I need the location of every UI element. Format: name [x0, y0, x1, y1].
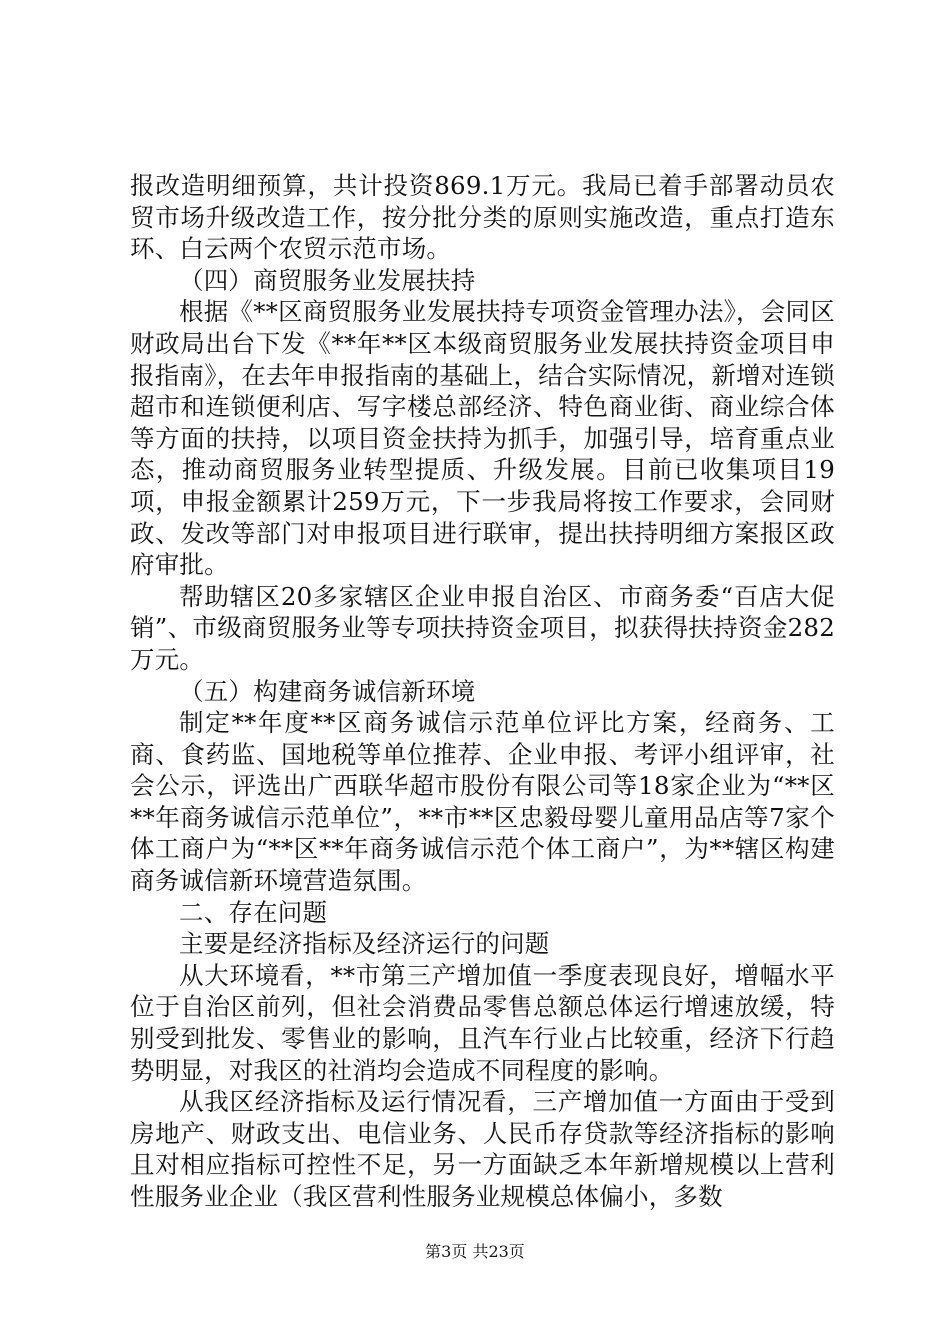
section-heading-5: （五）构建商务诚信新环境	[179, 676, 476, 706]
paragraph-help-enterprises: 帮助辖区20多家辖区企业申报自治区、市商务委“百店大促销”、市级商贸服务业等专项扶持资金项目，拟获得扶持资金282万元。	[130, 581, 835, 674]
section-heading-4: （四）商贸服务业发展扶持	[179, 265, 476, 295]
document-body	[130, 170, 835, 1213]
paragraph-integrity: 制定**年度**区商务诚信示范单位评比方案，经商务、工商、食药监、国地税等单位推荐、企业申报、考评小组评审，社会公示，评选出广西联华超市股份有限公司等18家企业为“**区**年商务诚信示范单位”，**市**区忠毅母婴儿童用品店等7家个体工商户为“**区**年商务诚信示范个体工商户”，为**辖区构建商务诚信新环境营造氛围。	[130, 708, 835, 896]
section-heading-problems: 二、存在问题	[179, 897, 328, 927]
page-number-footer: 第3页 共23页	[425, 1242, 525, 1261]
paragraph-continuation: 报改造明细预算，共计投资869.1万元。我局已着手部署动员农贸市场升级改造工作，按分批分类的原则实施改造，重点打造东环、白云两个农贸示范市场。	[130, 171, 835, 264]
paragraph-support-fund: 根据《**区商贸服务业发展扶持专项资金管理办法》，会同区财政局出台下发《**年**区本级商贸服务业发展扶持资金项目申报指南》，在去年申报指南的基础上，结合实际情况，新增对连锁超市和连锁便利店、写字楼总部经济、特色商业街、商业综合体等方面的扶持，以项目资金扶持为抓手，加强引导，培育重点业态，推动商贸服务业转型提质、升级发展。目前已收集项目19项，申报金额累计259万元，下一步我局将按工作要求，会同财政、发改等部门对申报项目进行联审，提出扶持明细方案报区政府审批。	[130, 297, 835, 580]
paragraph-macro-environment: 从大环境看，**市第三产增加值一季度表现良好，增幅水平位于自治区前列，但社会消费品零售总额总体运行增速放缓，特别受到批发、零售业的影响，且汽车行业占比较重，经济下行趋势明显，对我区的社消均会造成不同程度的影响。	[130, 960, 835, 1085]
paragraph-problems-summary: 主要是经济指标及经济运行的问题	[179, 929, 550, 959]
paragraph-district-indicators: 从我区经济指标及运行情况看，三产增加值一方面由于受到房地产、财政支出、电信业务、人民币存贷款等经济指标的影响且对相应指标可控性不足，另一方面缺乏本年新增规模以上营利性服务业企业（我区营利性服务业规模总体偏小，多数	[130, 1087, 835, 1211]
